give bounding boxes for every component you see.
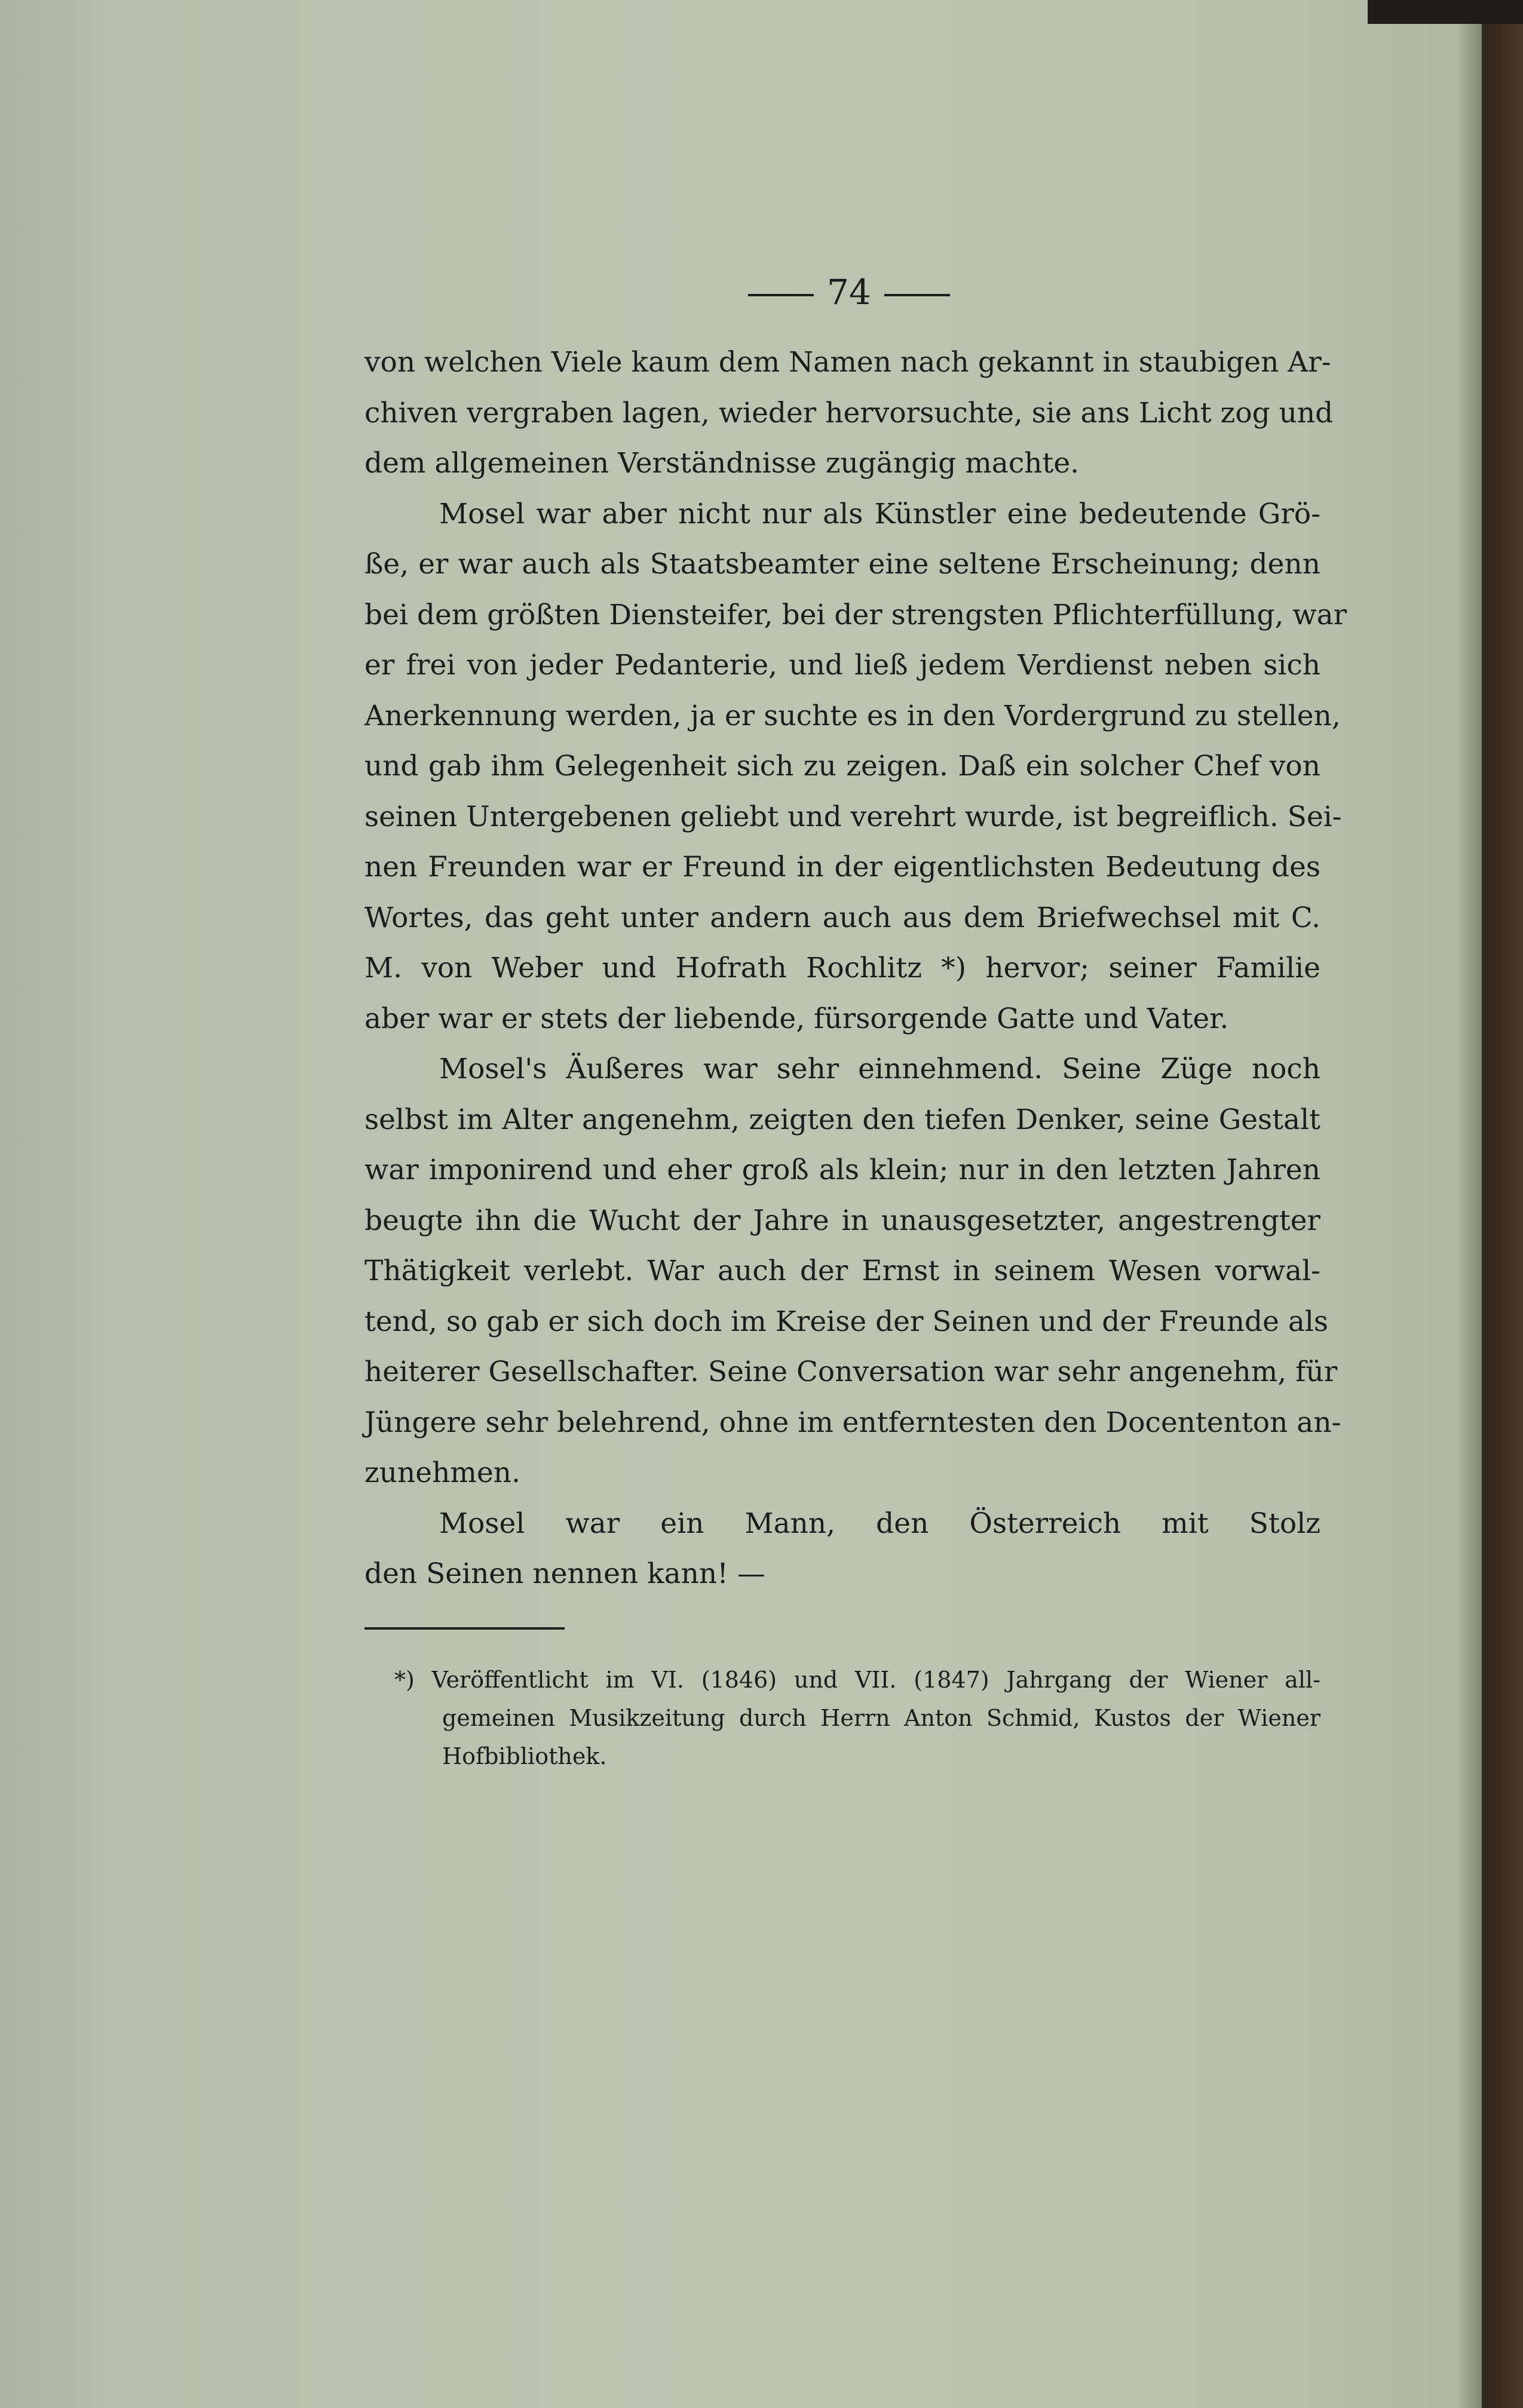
body-text (364, 338, 1347, 1600)
footnote-line: Hofbibliothek. (442, 1743, 607, 1769)
header-dash-right (884, 294, 950, 296)
text-line: nen Freunden war er Freund in der eigentlichsten Bedeutung des (364, 851, 1320, 884)
text-line: heiterer Gesellschafter. Seine Conversation war sehr angenehm, für (364, 1355, 1338, 1388)
text-line: Anerkennung werden, ja er suchte es in den Vordergrund zu stellen, (364, 699, 1341, 732)
text-line: M. von Weber und Hofrath Rochlitz *) hervor; seiner Familie (364, 952, 1320, 984)
page-number: 74 (827, 272, 871, 312)
text-line: chiven vergraben lagen, wieder hervorsuchte, sie ans Licht zog und (364, 396, 1334, 430)
text-line: den Seinen nennen kann! — (364, 1557, 765, 1590)
text-line: Mosel's Äußeres war sehr einnehmend. Seine Züge noch (439, 1053, 1320, 1085)
footnote-line: gemeinen Musikzeitung durch Herrn Anton Schmid, Kustos der Wiener (442, 1705, 1320, 1731)
text-line: ße, er war auch als Staatsbeamter eine seltene Erscheinung; denn (364, 548, 1320, 581)
text-line: beugte ihn die Wucht der Jahre in unausgesetzter, angestrengter (364, 1204, 1320, 1237)
footnotes (394, 1661, 1320, 1775)
text-line: bei dem größten Diensteifer, bei der strengsten Pflichterfüllung, war (364, 598, 1347, 631)
text-line: aber war er stets der liebende, fürsorgende Gatte und Vater. (364, 1002, 1229, 1035)
text-line: dem allgemeinen Verständnisse zugängig machte. (364, 447, 1080, 480)
header-dash-left (748, 294, 814, 296)
text-line: Wortes, das geht unter andern auch aus dem Briefwechsel mit C. (364, 901, 1320, 934)
text-line: zunehmen. (364, 1456, 520, 1489)
text-line: Mosel war ein Mann, den Österreich mit Stolz (439, 1507, 1320, 1540)
text-line: er frei von jeder Pedanterie, und ließ jedem Verdienst neben sich (364, 649, 1320, 682)
text-line: von welchen Viele kaum dem Namen nach gekannt in staubigen Ar- (364, 346, 1331, 379)
text-line: war imponirend und eher groß als klein; nur in den letzten Jahren (364, 1154, 1320, 1186)
footnote-line: *) Veröffentlicht im VI. (1846) und VII. (1847) Jahrgang der Wiener all- (394, 1667, 1320, 1693)
footnote-divider (364, 1627, 565, 1630)
page-header (735, 272, 962, 312)
text-line: tend, so gab er sich doch im Kreise der Seinen und der Freunde als (364, 1305, 1329, 1338)
book-binding-edge (1482, 0, 1523, 2408)
dark-corner (1368, 0, 1523, 24)
text-line: seinen Untergebenen geliebt und verehrt wurde, ist begreiflich. Sei- (364, 800, 1342, 833)
text-line: und gab ihm Gelegenheit sich zu zeigen. Daß ein solcher Chef von (364, 750, 1320, 783)
text-line: Thätigkeit verlebt. War auch der Ernst in seinem Wesen vorwal- (364, 1254, 1320, 1287)
text-line: selbst im Alter angenehm, zeigten den tiefen Denker, seine Gestalt (364, 1103, 1320, 1136)
text-line: Mosel war aber nicht nur als Künstler eine bedeutende Grö- (439, 497, 1320, 530)
text-line: Jüngere sehr belehrend, ohne im entferntesten den Docententon an- (364, 1406, 1341, 1439)
